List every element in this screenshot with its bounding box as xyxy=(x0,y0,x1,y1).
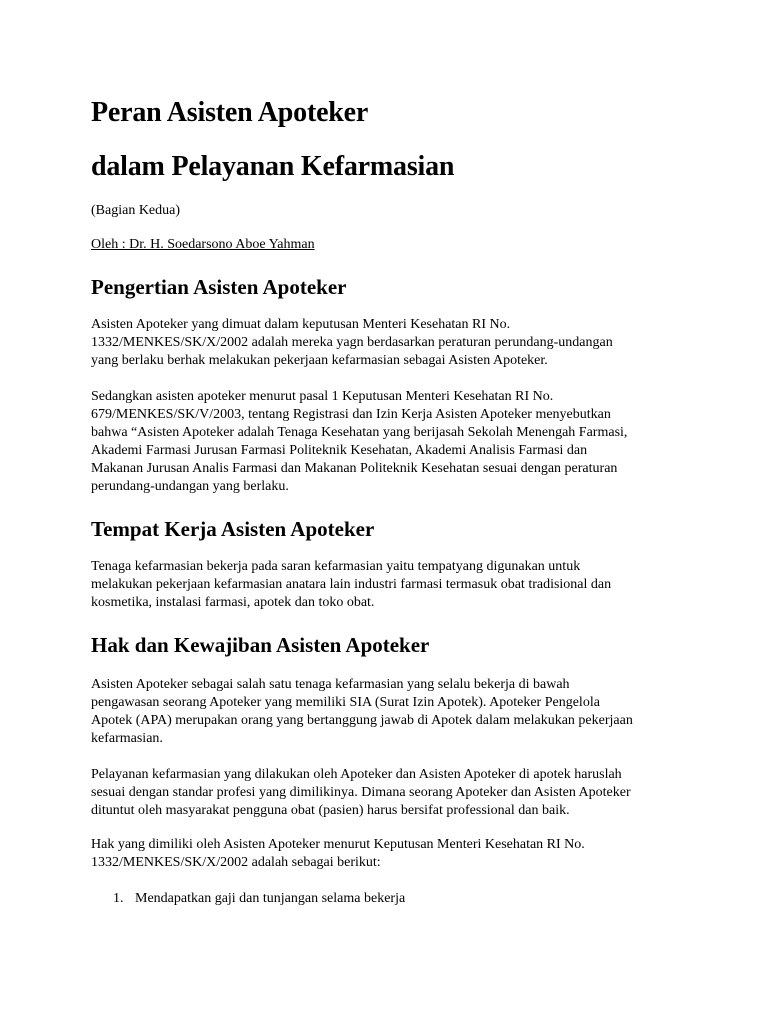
paragraph-line: Sedangkan asisten apoteker menurut pasal 1 Keputusan Menteri Kesehatan RI No. xyxy=(91,389,554,404)
paragraph-line: bahwa “Asisten Apoteker adalah Tenaga Kesehatan yang berijasah Sekolah Menengah Farmasi, xyxy=(91,425,628,440)
section-heading-tempat-kerja: Tempat Kerja Asisten Apoteker xyxy=(91,517,375,541)
paragraph xyxy=(91,558,691,612)
document-author: Oleh : Dr. H. Soedarsono Aboe Yahman xyxy=(91,237,315,252)
paragraph-line: Hak yang dimiliki oleh Asisten Apoteker menurut Keputusan Menteri Kesehatan RI No. xyxy=(91,837,585,852)
paragraph-line: sesuai dengan standar profesi yang dimilikinya. Dimana seorang Apoteker dan Asisten Apoteker xyxy=(91,785,631,800)
paragraph xyxy=(91,676,691,748)
paragraph xyxy=(91,316,691,370)
document-title-line-1: Peran Asisten Apoteker xyxy=(91,97,369,128)
paragraph xyxy=(91,836,691,872)
paragraph-line: pengawasan seorang Apoteker yang memiliki SIA (Surat Izin Apotek). Apoteker Pengelola xyxy=(91,695,600,710)
list-item-text: Mendapatkan gaji dan tunjangan selama bekerja xyxy=(135,891,406,906)
paragraph-line: 1332/MENKES/SK/X/2002 adalah sebagai berikut: xyxy=(91,855,381,870)
paragraph-line: dituntut oleh masyarakat pengguna obat (pasien) harus bersifat professional dan baik. xyxy=(91,803,570,818)
document-title-line-2: dalam Pelayanan Kefarmasian xyxy=(91,151,455,182)
paragraph-line: kosmetika, instalasi farmasi, apotek dan toko obat. xyxy=(91,595,375,610)
paragraph-line: Makanan Jurusan Analis Farmasi dan Makanan Politeknik Kesehatan sesuai dengan peraturan xyxy=(91,461,618,476)
paragraph-line: perundang-undangan yang berlaku. xyxy=(91,479,289,494)
paragraph-line: Akademi Farmasi Jurusan Farmasi Politeknik Kesehatan, Akademi Analisis Farmasi dan xyxy=(91,443,588,458)
paragraph-line: 679/MENKES/SK/V/2003, tentang Registrasi dan Izin Kerja Asisten Apoteker menyebutkan xyxy=(91,407,611,422)
paragraph xyxy=(91,766,691,820)
paragraph-line: kefarmasian. xyxy=(91,731,163,746)
list-item xyxy=(91,890,405,908)
paragraph-line: Asisten Apoteker sebagai salah satu tenaga kefarmasian yang selalu bekerja di bawah xyxy=(91,677,570,692)
paragraph-line: Pelayanan kefarmasian yang dilakukan oleh Apoteker dan Asisten Apoteker di apotek haruslah xyxy=(91,767,622,782)
document-subtitle: (Bagian Kedua) xyxy=(91,203,181,218)
paragraph-line: yang berlaku berhak melakukan pekerjaan kefarmasian sebagai Asisten Apoteker. xyxy=(91,353,548,368)
paragraph-line: Asisten Apoteker yang dimuat dalam keputusan Menteri Kesehatan RI No. xyxy=(91,317,511,332)
section-heading-pengertian: Pengertian Asisten Apoteker xyxy=(91,275,347,299)
paragraph-line: melakukan pekerjaan kefarmasian anatara lain industri farmasi termasuk obat tradisional dan xyxy=(91,577,612,592)
paragraph xyxy=(91,388,691,496)
paragraph-line: 1332/MENKES/SK/X/2002 adalah mereka yagn berdasarkan peraturan perundang-undangan xyxy=(91,335,613,350)
rights-list xyxy=(91,890,405,908)
paragraph-line: Apotek (APA) merupakan orang yang bertanggung jawab di Apotek dalam melakukan pekerjaan xyxy=(91,713,633,728)
paragraph-line: Tenaga kefarmasian bekerja pada saran kefarmasian yaitu tempatyang digunakan untuk xyxy=(91,559,581,574)
list-item-number: 1. xyxy=(113,891,124,906)
section-heading-hak-kewajiban: Hak dan Kewajiban Asisten Apoteker xyxy=(91,633,430,657)
